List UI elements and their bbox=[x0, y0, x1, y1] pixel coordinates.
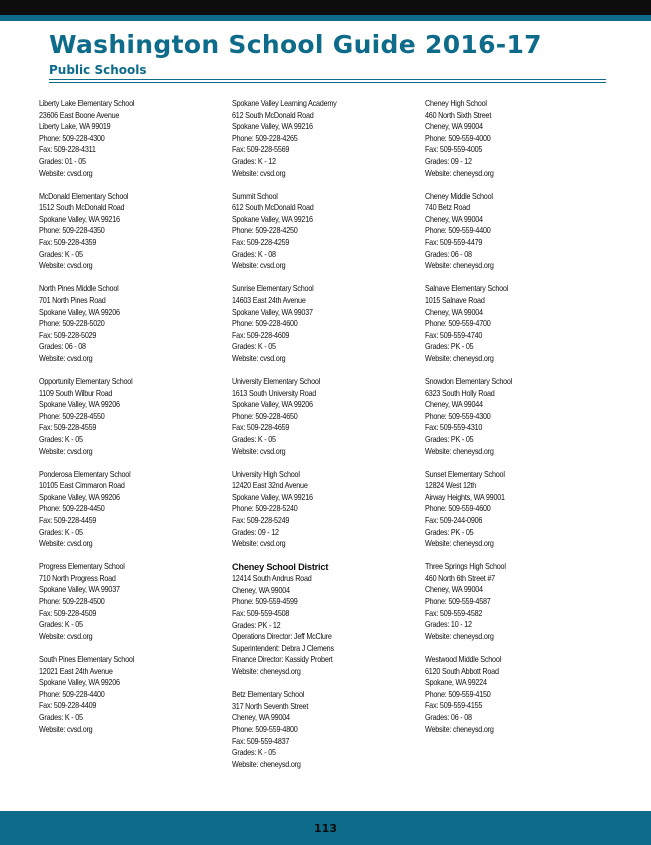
school-phone: Phone: 509-559-4400 bbox=[425, 225, 491, 236]
school-phone: Phone: 509-559-4587 bbox=[425, 596, 491, 607]
school-city: Cheney, WA 99004 bbox=[232, 712, 290, 723]
school-grades: Grades: K - 05 bbox=[232, 341, 276, 352]
school-grades: Grades: K - 05 bbox=[232, 747, 276, 758]
school-phone: Phone: 509-228-5240 bbox=[232, 503, 298, 514]
school-name: Salnave Elementary School bbox=[425, 283, 509, 294]
school-name: Sunrise Elementary School bbox=[232, 283, 314, 294]
school-name: University High School bbox=[232, 468, 300, 479]
school-fax: Fax: 509-228-5569 bbox=[232, 144, 290, 155]
school-website: Website: cheneysd.org bbox=[425, 167, 494, 178]
school-grades: Grades: 09 - 12 bbox=[232, 526, 279, 537]
header-rule-bottom bbox=[49, 82, 606, 83]
school-entry bbox=[232, 98, 417, 179]
school-fax: Fax: 509-244-0906 bbox=[425, 515, 483, 525]
school-phone: Phone: 509-228-4265 bbox=[232, 132, 298, 143]
school-fax: Fax: 509-228-4459 bbox=[39, 515, 97, 525]
page-number: 113 bbox=[314, 822, 337, 835]
school-city: Cheney, WA 99044 bbox=[425, 399, 483, 410]
school-address: 6120 South Abbott Road bbox=[425, 665, 499, 676]
school-entry bbox=[425, 98, 610, 179]
school-fax: Fax: 509-228-5029 bbox=[39, 329, 97, 340]
top-accent-bar bbox=[0, 15, 651, 21]
district-superintendent: Superintendent: Debra J Clemens bbox=[232, 642, 334, 653]
school-name: Progress Elementary School bbox=[39, 561, 125, 572]
school-website: Website: cvsd.org bbox=[39, 260, 93, 271]
school-grades: Grades: K - 05 bbox=[39, 526, 83, 537]
school-grades: Grades: 01 - 05 bbox=[39, 155, 86, 166]
top-black-bar bbox=[0, 0, 651, 15]
school-phone: Phone: 509-559-4600 bbox=[425, 503, 491, 514]
school-name: Snowdon Elementary School bbox=[425, 375, 513, 386]
school-fax: Fax: 509-228-4409 bbox=[39, 700, 97, 711]
school-address: 12420 East 32nd Avenue bbox=[232, 480, 308, 491]
school-city: Spokane Valley, WA 99037 bbox=[39, 584, 120, 595]
school-grades: Grades: K - 05 bbox=[232, 433, 276, 444]
school-city: Spokane, WA 99224 bbox=[425, 677, 487, 688]
school-phone: Phone: 509-228-4250 bbox=[232, 225, 298, 236]
school-address: 1015 Salnave Road bbox=[425, 294, 485, 305]
column-3 bbox=[425, 98, 610, 747]
school-name: University Elementary School bbox=[232, 375, 321, 386]
school-city: Spokane Valley, WA 99216 bbox=[232, 121, 313, 132]
school-website: Website: cvsd.org bbox=[39, 723, 93, 734]
school-entry bbox=[39, 561, 224, 642]
school-city: Spokane Valley, WA 99216 bbox=[232, 213, 313, 224]
school-website: Website: cheneysd.org bbox=[425, 352, 494, 363]
school-fax: Fax: 509-559-4155 bbox=[425, 700, 483, 711]
school-grades: Grades: 10 - 12 bbox=[425, 619, 472, 630]
school-grades: Grades: 06 - 08 bbox=[425, 711, 472, 722]
school-fax: Fax: 509-228-4559 bbox=[39, 422, 97, 433]
school-address: 612 South McDonald Road bbox=[232, 109, 314, 120]
school-city: Airway Heights, WA 99001 bbox=[425, 491, 505, 502]
school-address: 460 North 6th Street #7 bbox=[425, 572, 495, 583]
district-fax: Fax: 509-559-4508 bbox=[232, 608, 290, 619]
school-city: Spokane Valley, WA 99206 bbox=[39, 399, 120, 410]
school-address: 1613 South University Road bbox=[232, 387, 317, 398]
school-grades: Grades: PK - 05 bbox=[425, 433, 474, 444]
school-grades: Grades: 06 - 08 bbox=[39, 341, 86, 352]
school-address: 10105 East Cimmaron Road bbox=[39, 480, 125, 491]
school-entry bbox=[425, 469, 610, 550]
district-website: Website: cheneysd.org bbox=[232, 666, 301, 677]
school-address: 701 North Pines Road bbox=[39, 294, 106, 305]
school-city: Spokane Valley, WA 99206 bbox=[39, 677, 120, 688]
school-fax: Fax: 509-559-4837 bbox=[232, 735, 290, 746]
school-website: Website: cheneysd.org bbox=[425, 260, 494, 271]
school-website: Website: cheneysd.org bbox=[425, 723, 494, 734]
school-name: McDonald Elementary School bbox=[39, 190, 129, 201]
school-name: South Pines Elementary School bbox=[39, 653, 135, 664]
school-website: Website: cvsd.org bbox=[39, 445, 93, 456]
school-city: Spokane Valley, WA 99216 bbox=[39, 213, 120, 224]
school-name: Westwood Middle School bbox=[425, 653, 502, 664]
school-entry bbox=[425, 376, 610, 457]
school-website: Website: cvsd.org bbox=[39, 352, 93, 363]
page-title: Washington School Guide 2016-17 bbox=[49, 30, 542, 59]
school-name: Cheney High School bbox=[425, 98, 487, 108]
school-fax: Fax: 509-228-4259 bbox=[232, 237, 290, 248]
district-address: 12414 South Andrus Road bbox=[232, 573, 312, 584]
school-name: Sunset Elementary School bbox=[425, 468, 505, 479]
school-name: Betz Elementary School bbox=[232, 689, 305, 700]
school-entry bbox=[232, 689, 417, 770]
school-city: Spokane Valley, WA 99206 bbox=[232, 399, 313, 410]
school-phone: Phone: 509-228-4500 bbox=[39, 596, 105, 607]
school-entry bbox=[39, 283, 224, 364]
school-entry bbox=[425, 654, 610, 735]
school-entry bbox=[232, 376, 417, 457]
school-phone: Phone: 509-559-4150 bbox=[425, 688, 491, 699]
school-fax: Fax: 509-228-4509 bbox=[39, 607, 97, 618]
school-website: Website: cvsd.org bbox=[232, 445, 286, 456]
school-phone: Phone: 509-228-5020 bbox=[39, 318, 105, 329]
school-fax: Fax: 509-228-4359 bbox=[39, 237, 97, 248]
school-address: 6323 South Holly Road bbox=[425, 387, 495, 398]
school-entry bbox=[39, 98, 224, 179]
school-entry bbox=[232, 469, 417, 550]
school-fax: Fax: 509-228-4311 bbox=[39, 144, 96, 155]
school-name: North Pines Middle School bbox=[39, 283, 119, 294]
school-website: Website: cvsd.org bbox=[39, 538, 93, 549]
school-fax: Fax: 509-228-4609 bbox=[232, 329, 290, 340]
school-grades: Grades: PK - 05 bbox=[425, 526, 474, 537]
column-2 bbox=[232, 98, 417, 782]
school-website: Website: cvsd.org bbox=[232, 260, 286, 271]
school-name: Three Springs High School bbox=[425, 561, 506, 572]
school-city: Cheney, WA 99004 bbox=[425, 213, 483, 224]
district-grades: Grades: PK - 12 bbox=[232, 619, 281, 630]
school-city: Cheney, WA 99004 bbox=[425, 584, 483, 595]
school-grades: Grades: K - 05 bbox=[39, 433, 83, 444]
district-finance-director: Finance Director: Kassidy Probert bbox=[232, 654, 333, 665]
school-address: 612 South McDonald Road bbox=[232, 202, 314, 213]
school-entry bbox=[39, 376, 224, 457]
school-entry bbox=[425, 191, 610, 272]
school-website: Website: cvsd.org bbox=[232, 352, 286, 363]
school-website: Website: cvsd.org bbox=[39, 630, 93, 641]
school-website: Website: cvsd.org bbox=[232, 538, 286, 549]
school-city: Spokane Valley, WA 99037 bbox=[232, 306, 313, 317]
school-phone: Phone: 509-228-4600 bbox=[232, 318, 298, 329]
school-name: Spokane Valley Learning Academy bbox=[232, 98, 337, 108]
school-address: 1512 South McDonald Road bbox=[39, 202, 125, 213]
school-city: Cheney, WA 99004 bbox=[425, 306, 483, 317]
school-phone: Phone: 509-228-4400 bbox=[39, 688, 105, 699]
school-address: 710 North Progress Road bbox=[39, 572, 116, 583]
school-phone: Phone: 509-559-4700 bbox=[425, 318, 491, 329]
school-name: Opportunity Elementary School bbox=[39, 375, 133, 386]
school-address: 460 North Sixth Street bbox=[425, 109, 492, 120]
school-city: Liberty Lake, WA 99019 bbox=[39, 121, 111, 132]
school-phone: Phone: 509-559-4800 bbox=[232, 723, 298, 734]
school-grades: Grades: K - 08 bbox=[232, 248, 276, 259]
school-grades: Grades: K - 05 bbox=[39, 619, 83, 630]
school-fax: Fax: 509-228-4659 bbox=[232, 422, 290, 433]
school-entry bbox=[39, 654, 224, 735]
school-phone: Phone: 509-228-4550 bbox=[39, 410, 105, 421]
school-website: Website: cheneysd.org bbox=[232, 758, 301, 769]
header-rule-top bbox=[49, 79, 606, 80]
district-city: Cheney, WA 99004 bbox=[232, 584, 290, 595]
district-operations-director: Operations Director: Jeff McClure bbox=[232, 631, 332, 642]
school-website: Website: cheneysd.org bbox=[425, 445, 494, 456]
school-entry bbox=[425, 283, 610, 364]
school-address: 317 North Seventh Street bbox=[232, 700, 309, 711]
school-phone: Phone: 509-559-4300 bbox=[425, 410, 491, 421]
school-fax: Fax: 509-559-4740 bbox=[425, 329, 483, 340]
school-fax: Fax: 509-228-5249 bbox=[232, 515, 290, 525]
school-grades: Grades: K - 12 bbox=[232, 155, 276, 166]
school-grades: Grades: PK - 05 bbox=[425, 341, 474, 352]
school-phone: Phone: 509-228-4350 bbox=[39, 225, 105, 236]
column-1 bbox=[39, 98, 224, 747]
school-phone: Phone: 509-228-4300 bbox=[39, 132, 105, 143]
school-entry bbox=[39, 469, 224, 550]
school-city: Spokane Valley, WA 99206 bbox=[39, 491, 120, 502]
school-address: 23606 East Boone Avenue bbox=[39, 109, 120, 120]
school-city: Spokane Valley, WA 99216 bbox=[232, 491, 313, 502]
school-name: Cheney Middle School bbox=[425, 190, 493, 201]
district-entry bbox=[232, 561, 417, 677]
school-website: Website: cheneysd.org bbox=[425, 538, 494, 549]
school-fax: Fax: 509-559-4582 bbox=[425, 607, 483, 618]
school-address: 12824 West 12th bbox=[425, 480, 477, 491]
school-address: 740 Betz Road bbox=[425, 202, 470, 213]
school-grades: Grades: K - 05 bbox=[39, 248, 83, 259]
school-name: Liberty Lake Elementary School bbox=[39, 98, 135, 108]
school-entry bbox=[425, 561, 610, 642]
school-phone: Phone: 509-559-4000 bbox=[425, 132, 491, 143]
school-address: 14603 East 24th Avenue bbox=[232, 294, 306, 305]
section-subtitle: Public Schools bbox=[49, 63, 147, 77]
school-phone: Phone: 509-228-4450 bbox=[39, 503, 105, 514]
school-website: Website: cvsd.org bbox=[39, 167, 93, 178]
school-city: Cheney, WA 99004 bbox=[425, 121, 483, 132]
school-website: Website: cvsd.org bbox=[232, 167, 286, 178]
school-grades: Grades: 06 - 08 bbox=[425, 248, 472, 259]
district-name: Cheney School District bbox=[232, 562, 329, 573]
school-grades: Grades: 09 - 12 bbox=[425, 155, 472, 166]
school-grades: Grades: K - 05 bbox=[39, 711, 83, 722]
school-entry bbox=[232, 283, 417, 364]
school-fax: Fax: 509-559-4310 bbox=[425, 422, 483, 433]
school-website: Website: cheneysd.org bbox=[425, 630, 494, 641]
school-name: Ponderosa Elementary School bbox=[39, 468, 131, 479]
school-address: 12021 East 24th Avenue bbox=[39, 665, 113, 676]
district-phone: Phone: 509-559-4599 bbox=[232, 596, 298, 607]
school-address: 1109 South Wilbur Road bbox=[39, 387, 113, 398]
school-entry bbox=[39, 191, 224, 272]
school-phone: Phone: 509-228-4650 bbox=[232, 410, 298, 421]
school-fax: Fax: 509-559-4005 bbox=[425, 144, 483, 155]
school-name: Summit School bbox=[232, 190, 278, 201]
school-city: Spokane Valley, WA 99206 bbox=[39, 306, 120, 317]
school-entry bbox=[232, 191, 417, 272]
school-fax: Fax: 509-559-4479 bbox=[425, 237, 483, 248]
